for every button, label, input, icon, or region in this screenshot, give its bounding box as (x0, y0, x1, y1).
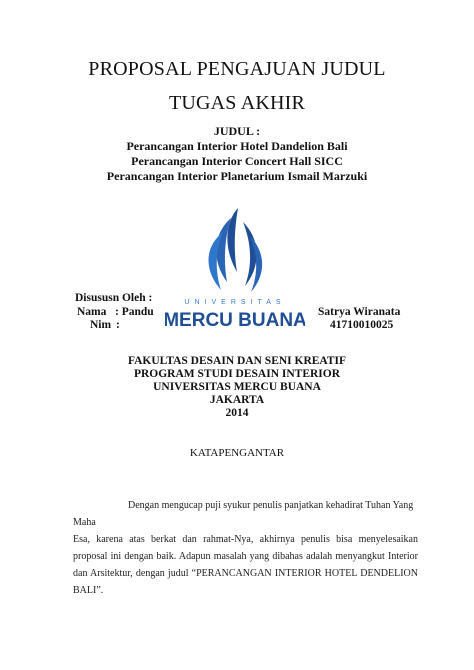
paragraph-line-4: dan Arsitektur, dengan judul “PERANCANGAN INTERIOR HOTEL DENDELION (73, 568, 418, 579)
faculty-line-3: UNIVERSITAS MERCU BUANA (153, 381, 321, 393)
disusun-label: Disususn Oleh : (75, 292, 153, 304)
author-name: Satrya Wiranata (318, 306, 401, 318)
faculty-year: 2014 (225, 407, 249, 419)
judul-label: JUDUL : (213, 124, 261, 138)
faculty-line-1: FAKULTAS DESAIN DAN SENI KREATIF (127, 355, 347, 367)
author-nim: 41710010025 (330, 319, 394, 331)
nim-label: Nim (90, 319, 112, 331)
nama-value: : Pandu (115, 306, 154, 318)
paragraph-line-2: Esa, karena atas berkat dan rahmat-Nya, akhirnya penulis bisa menyelesaikan (73, 534, 418, 545)
logo-top-text: UNIVERSITAS (184, 299, 286, 306)
paragraph-line-3: proposal ini dengan baik. Adapun masalah yang dibahas adalah menyangkut Interior (73, 551, 418, 562)
paragraph-line-5: BALI”. (73, 585, 104, 596)
kata-pengantar-heading: KATAPENGANTAR (189, 447, 285, 459)
faculty-line-2: PROGRAM STUDI DESAIN INTERIOR (133, 368, 341, 380)
faculty-line-4: JAKARTA (209, 394, 265, 406)
title-line-2: TUGAS AKHIR (168, 92, 306, 114)
judul-item-2: Perancangan Interior Concert Hall SICC (131, 154, 343, 168)
paragraph-line-1: Dengan mengucap puji syukur penulis panjatkan kehadirat Tuhan Yang Maha (73, 500, 414, 528)
university-logo (165, 200, 305, 335)
title-line-1: PROPOSAL PENGAJUAN JUDUL (88, 58, 386, 80)
nama-label: Nama (77, 306, 107, 318)
nim-value: : (116, 319, 120, 331)
intro-paragraph (73, 497, 418, 599)
judul-item-1: Perancangan Interior Hotel Dandelion Bali (126, 139, 348, 153)
logo-main-text: MERCU BUANA (165, 310, 305, 331)
mercu-buana-emblem-icon (165, 200, 305, 335)
judul-item-3: Perancangan Interior Planetarium Ismail Marzuki (106, 169, 368, 183)
